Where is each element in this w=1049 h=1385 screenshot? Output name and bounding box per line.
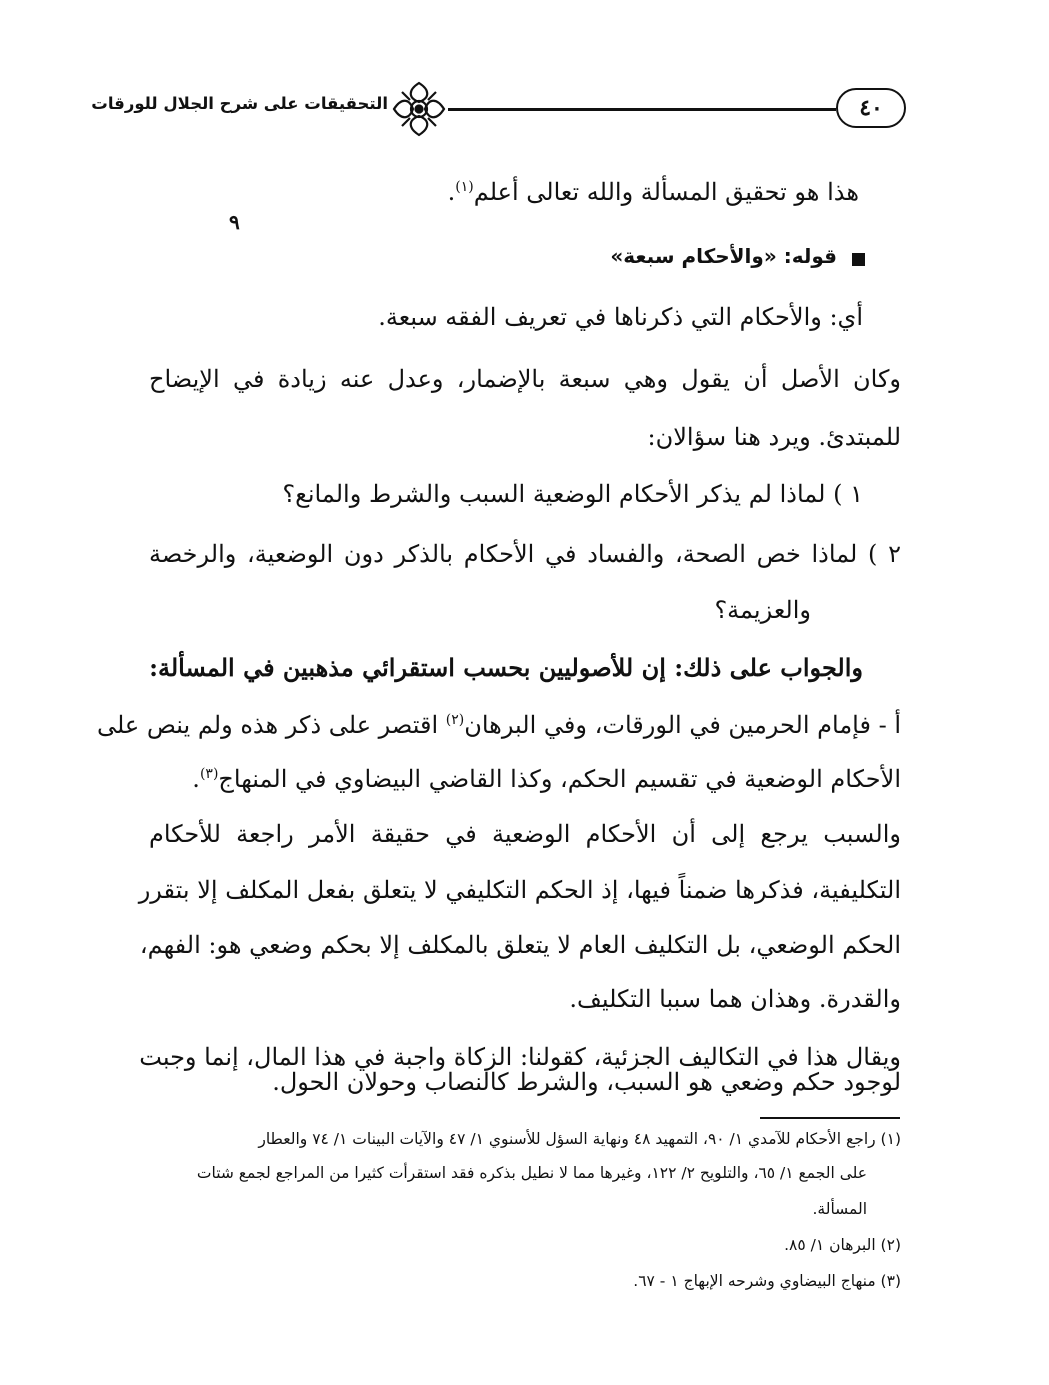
footnote-ref-2: (٢) [445,712,465,728]
answer-a-text-post: اقتصر على ذكر هذه ولم ينص على [96,711,446,739]
paragraph-4-line-1: ويقال هذا في التكاليف الجزئية، كقولنا: الزكاة واجبة في هذا المال، إنما وجبت [139,1043,901,1071]
paragraph-1: أي: والأحكام التي ذكرناها في تعريف الفقه سبعة. [378,303,863,331]
footnote-1-line-1: (١) راجع الأحكام للآمدي ١/ ٩٠، التمهيد ٤٨ ونهاية السؤل للأسنوي ١/ ٤٧ والآيات البينات ١/ ٧٤ والعطار [258,1130,901,1148]
footnote-3: (٣) منهاج البيضاوي وشرحه الإبهاج ١ - ٦٧. [633,1272,901,1290]
paragraph-2-line-1: وكان الأصل أن يقول وهي سبعة بالإضمار، وعدل عنه زيادة في الإيضاح [149,365,901,393]
header-rule [448,108,836,111]
answer-a-line-2: الأحكام الوضعية في تقسيم الحكم، وكذا القاضي البيضاوي في المنهاج$^{(٣)}$. [192,765,901,793]
footnote-ref-1: (١) [455,179,474,195]
footnote-ref-3: (٣) [199,766,219,782]
section-heading: قوله: «والأحكام سبعة» [610,244,837,268]
page-number: ٤٠ [836,88,906,128]
running-title: التحقيقات على شرح الجلال للورقات [91,94,388,113]
paragraph-3-line-3: الحكم الوضعي، بل التكليف العام لا يتعلق بالمكلف إلا بحكم وضعي هو: الفهم، [139,931,901,959]
paragraph-4-line-2: لوجود حكم وضعي هو السبب، والشرط كالنصاب وحولان الحول. [272,1068,901,1096]
answer-heading: والجواب على ذلك: إن للأصوليين بحسب استقرائي مذهبين في المسألة: [149,653,863,682]
page-header [91,78,910,140]
question-2-line-2: والعزيمة؟ [714,596,811,624]
paragraph-3-line-1: والسبب يرجع إلى أن الأحكام الوضعية في حقيقة الأمر راجعة للأحكام [149,820,901,848]
footnote-1-line-2: على الجمع ١/ ٦٥، والتلويح ٢/ ١٢٢، وغيرها مما لا نطيل بذكره فقد استقرأت كثيرا من المراجع لجمع شتات [196,1164,867,1182]
square-bullet-icon [852,253,865,266]
footnote-2: (٢) البرهان ١/ ٨٥. [784,1236,901,1254]
answer-a-line-1 [96,711,901,739]
intro-text: هذا هو تحقيق المسألة والله تعالى أعلم [473,178,859,206]
answer-a-text-2: الأحكام الوضعية في تقسيم الحكم، وكذا القاضي البيضاوي في المنهاج [218,765,901,793]
stray-mark: ٩ [229,210,240,234]
paragraph-3-line-4: والقدرة. وهذان هما سببا التكليف. [569,985,901,1013]
paragraph-2-line-2: للمبتدئ. ويرد هنا سؤالان: [647,423,901,451]
paragraph-3-line-2: التكليفية، فذكرها ضمناً فيها، إذ الحكم التكليفي لا يتعلق بفعل المكلف إلا بتقرر [138,876,901,904]
intro-line: هذا هو تحقيق المسألة والله تعالى أعلم$^{(١)}$. [447,178,859,206]
footnote-separator [760,1117,900,1119]
question-2-line-1: ٢ ) لماذا خص الصحة، والفساد في الأحكام بالذكر دون الوضعية، والرخصة [149,540,901,568]
arabesque-ornament-icon [390,80,448,138]
question-1: ١ ) لماذا لم يذكر الأحكام الوضعية السبب والشرط والمانع؟ [282,480,863,508]
answer-a-text-pre: أ - فإمام الحرمين في الورقات، وفي البرهان [464,711,901,739]
footnote-1-line-3: المسألة. [812,1200,867,1218]
